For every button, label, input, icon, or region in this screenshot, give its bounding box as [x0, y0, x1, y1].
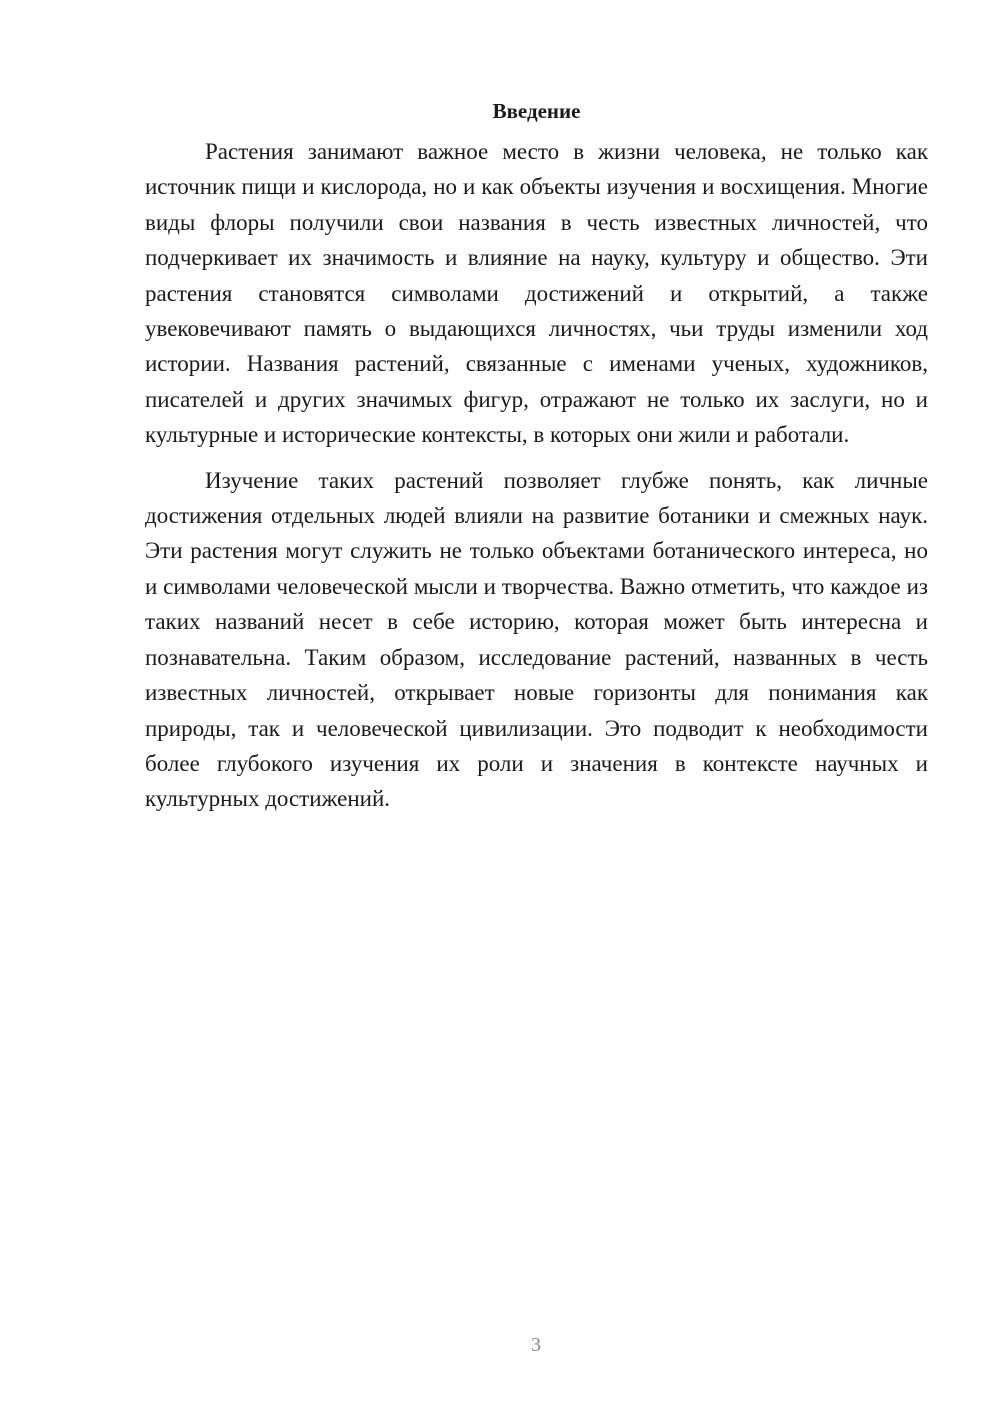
paragraph-2: Изучение таких растений позволяет глубже понять, как личные достижения отдельных людей влияли на развитие ботаники и смежных наук. Эти растения могут служить не только объектами ботанического интереса, но и символами человеческой мысли и творчества. Важно отметить, что каждое из таких названий несет в себе историю, которая может быть интересна и познавательна. Таким образом, исследование растений, названных в честь известных личностей, открывает новые горизонты для понимания как природы, так и человеческой цивилизации. Это подводит к необходимости более глубокого изучения их роли и значения в контексте научных и культурных достижений.	[145, 467, 928, 812]
section-title: Введение	[492, 99, 581, 123]
page-number: 3	[531, 1334, 541, 1356]
paragraph-1: Растения занимают важное место в жизни человека, не только как источник пищи и кислорода, но и как объекты изучения и восхищения. Многие виды флоры получили свои названия в честь известных личностей, что подчеркивает их значимость и влияние на науку, культуру и общество. Эти растения становятся символами достижений и открытий, а также увековечивают память о выдающихся личностях, чьи труды изменили ход истории. Названия растений, связанные с именами ученых, художников, писателей и других значимых фигур, отражают не только их заслуги, но и культурные и исторические контексты, в которых они жили и работали.	[145, 139, 928, 448]
page-content	[145, 96, 928, 817]
